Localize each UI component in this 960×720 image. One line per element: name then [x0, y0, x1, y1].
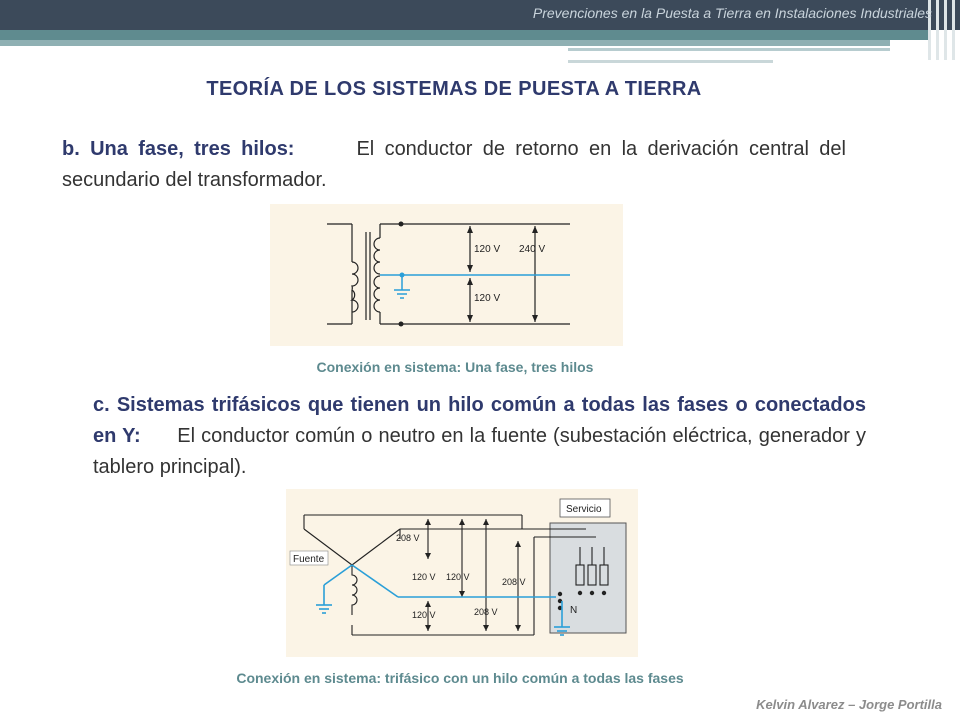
diagram2-label-208v-c: 208 V: [474, 607, 498, 617]
section-c-lead: c. Sistemas trifásicos que tienen un hilo común a todas las fases o conectados en Y:: [93, 394, 866, 447]
single-phase-diagram-svg: [270, 204, 623, 346]
diagram1-label-240v: 240 V: [519, 244, 546, 255]
header-accent-line-short: [568, 60, 773, 63]
header-stripe-light: [0, 40, 890, 46]
neutral-label: N: [570, 605, 578, 616]
three-phase-diagram-svg: [286, 489, 638, 657]
header-stripe: [0, 30, 930, 40]
section-c-paragraph: [93, 390, 866, 483]
servicio-label: Servicio: [566, 504, 602, 515]
diagram2-caption: Conexión en sistema: trifásico con un hilo común a todas las fases: [236, 670, 684, 686]
diagram2-label-120v-c: 120 V: [412, 610, 436, 620]
diagram2-label-120v-a: 120 V: [412, 572, 436, 582]
diagram2-label-120v-b: 120 V: [446, 572, 470, 582]
fuente-label: Fuente: [293, 554, 325, 565]
slide-title: TEORÍA DE LOS SISTEMAS DE PUESTA A TIERRA: [206, 78, 702, 100]
single-phase-diagram: [270, 204, 623, 346]
diagram1-label-120v-bottom: 120 V: [474, 293, 501, 304]
section-c-body: El conductor común o neutro en la fuente (subestación eléctrica, generador y tablero principal).: [93, 425, 866, 478]
diagram1-label-120v-top: 120 V: [474, 244, 501, 255]
header-accent-line: [568, 48, 890, 51]
diagram2-label-208v-a: 208 V: [396, 533, 420, 543]
header-title: Prevenciones en la Puesta a Tierra en Instalaciones Industriales: [532, 5, 932, 21]
section-b-paragraph: [62, 134, 846, 196]
diagram1-caption: Conexión en sistema: Una fase, tres hilos: [316, 359, 594, 375]
section-b-lead: b. Una fase, tres hilos:: [62, 138, 295, 160]
section-b-body: El conductor de retorno en la derivación central del secundario del transformador.: [62, 138, 846, 191]
footer-authors: Kelvin Alvarez – Jorge Portilla: [756, 697, 942, 712]
three-phase-diagram: [286, 489, 638, 657]
diagram2-label-208v-b: 208 V: [502, 577, 526, 587]
